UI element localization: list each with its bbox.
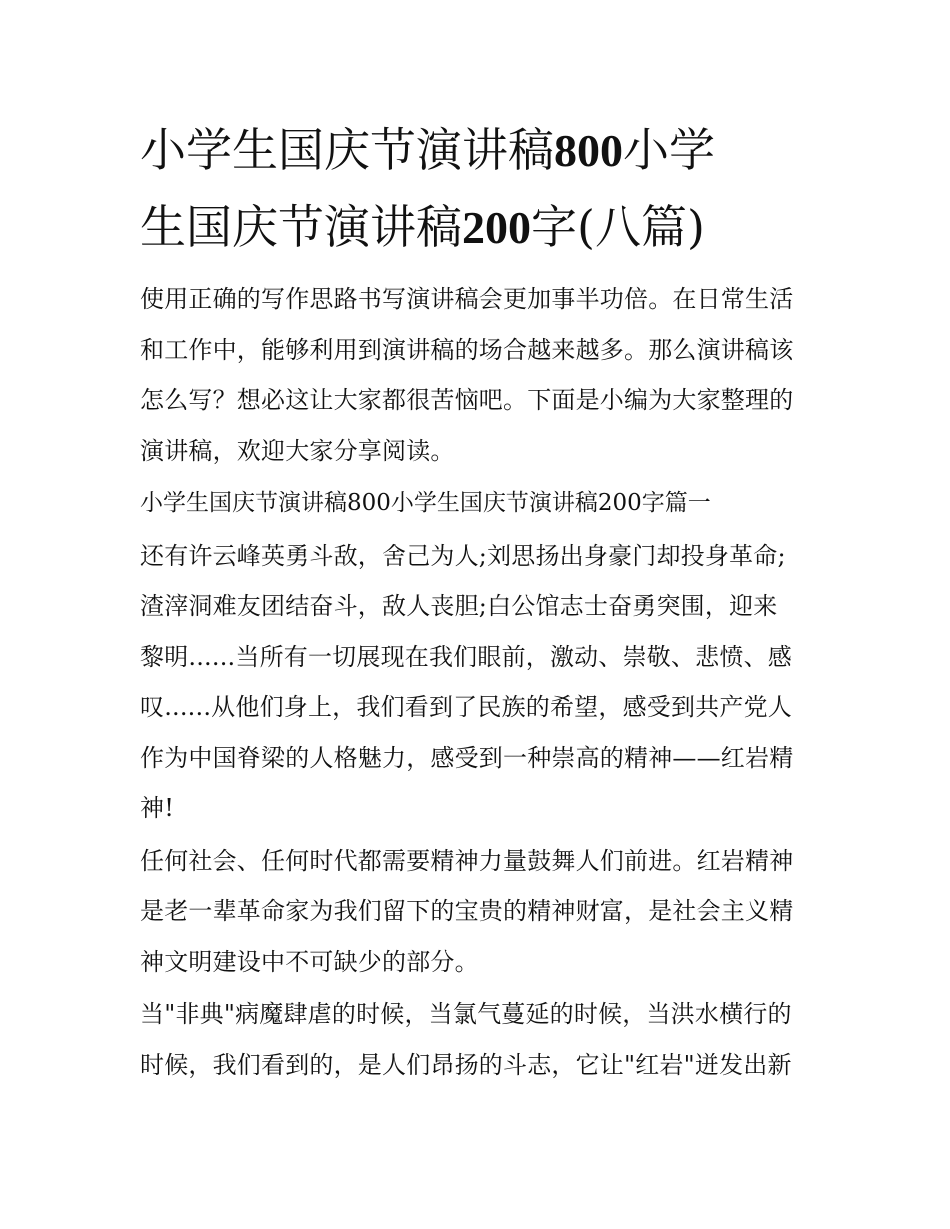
title-line-2: 生国庆节演讲稿200字(八篇) xyxy=(140,200,705,254)
text-line: 作为中国脊梁的人格魅力，感受到一种崇高的精神——红岩精 xyxy=(140,743,794,772)
text-line: 和工作中，能够利用到演讲稿的场合越来越多。那么演讲稿该 xyxy=(140,335,794,364)
body-paragraph xyxy=(140,836,812,988)
document-title xyxy=(140,112,812,266)
text-line: 任何社会、任何时代都需要精神力量鼓舞人们前进。红岩精神 xyxy=(140,846,794,875)
document-content xyxy=(140,112,812,1092)
text-line: 时候，我们看到的，是人们昂扬的斗志，它让"红岩"迸发出新 xyxy=(140,1050,792,1079)
text-line: 神文明建设中不可缺少的部分。 xyxy=(140,947,479,976)
body-paragraph xyxy=(140,989,812,1090)
title-line-1: 小学生国庆节演讲稿800小学 xyxy=(140,123,715,177)
text-line: 怎么写？想必这让大家都很苦恼吧。下面是小编为大家整理的 xyxy=(140,386,794,414)
text-line: 黎明......当所有一切展现在我们眼前，激动、崇敬、悲愤、感 xyxy=(140,642,792,671)
text-line: 神! xyxy=(140,794,175,822)
text-line: 渣滓洞难友团结奋斗，敌人丧胆;白公馆志士奋勇突围，迎来 xyxy=(140,592,778,620)
text-line: 叹......从他们身上，我们看到了民族的希望，感受到共产党人 xyxy=(140,693,792,721)
document-body xyxy=(140,274,812,1090)
text-line: 是老一辈革命家为我们留下的宝贵的精神财富，是社会主义精 xyxy=(140,897,794,925)
text-line: 使用正确的写作思路书写演讲稿会更加事半功倍。在日常生活 xyxy=(140,285,794,313)
section-heading-text: 小学生国庆节演讲稿800小学生国庆节演讲稿200字篇一 xyxy=(140,490,711,516)
section-heading xyxy=(140,478,812,529)
text-line: 还有许云峰英勇斗敌，舍己为人;刘思扬出身豪门却投身革命; xyxy=(140,541,786,570)
text-line: 演讲稿，欢迎大家分享阅读。 xyxy=(140,436,455,465)
intro-paragraph xyxy=(140,274,812,476)
text-line: 当"非典"病魔肆虐的时候，当氯气蔓延的时候，当洪水横行的 xyxy=(140,1000,792,1028)
body-paragraph xyxy=(140,531,812,834)
